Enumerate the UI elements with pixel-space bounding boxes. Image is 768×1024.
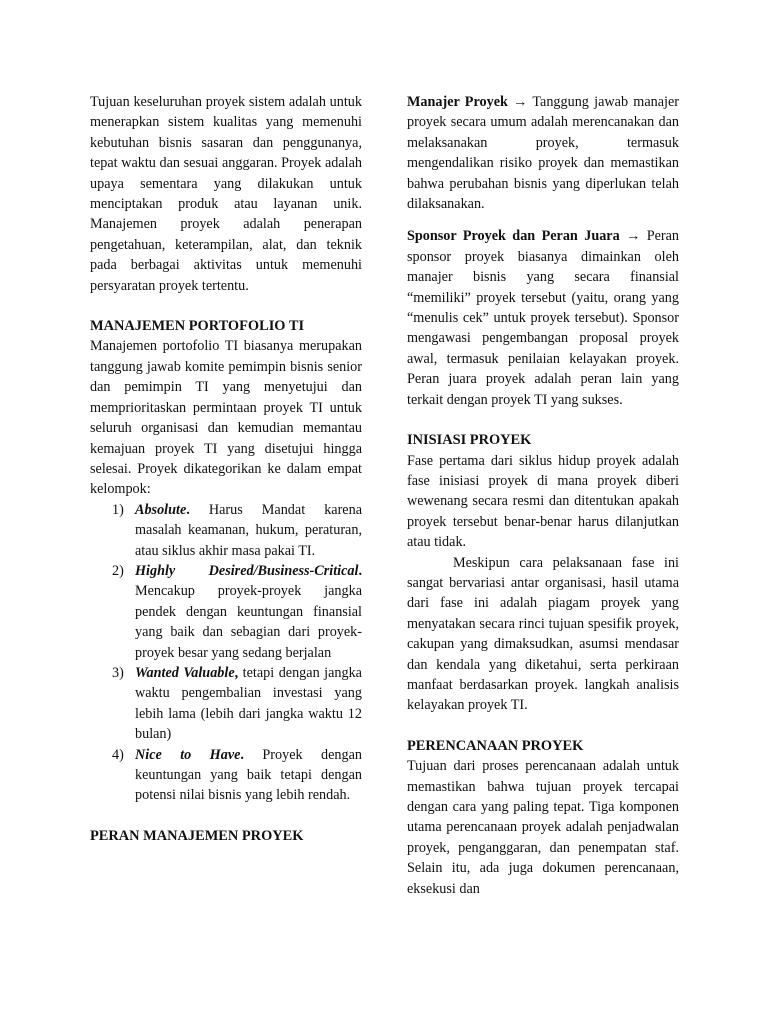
list-term: Absolute (135, 501, 187, 518)
list-term-punct: . (240, 746, 244, 763)
intro-paragraph: Tujuan keseluruhan proyek sistem adalah untuk menerapkan sistem kualitas yang memenuhi kebutuhan bisnis sasaran dan penggunanya, tepat waktu dan sesuai anggaran. Proyek adalah upaya sementara yang dilakukan untuk menciptakan produk atau layanan unik. Manajemen proyek adalah penerapan pengetahuan, keterampilan, alat, dan teknik pada berbagai aktivitas untuk memenuhi persyaratan proyek tertentu. (90, 94, 362, 294)
list-item (90, 500, 362, 561)
list-term: Wanted Valuable (135, 664, 235, 681)
portfolio-heading: MANAJEMEN PORTOFOLIO TI (90, 318, 305, 335)
list-term: Highly Desired/Business-Critical (135, 562, 359, 579)
planning-heading: PERENCANAAN PROYEK (407, 737, 584, 754)
manager-lead: Manajer Proyek → (407, 94, 528, 110)
right-column (407, 92, 679, 899)
initiation-paragraph-2: Meskipun cara pelaksanaan fase ini sangat bervariasi antar organisasi, hasil utama dari fase ini adalah piagam proyek yang menyatakan secara rinci tujuan spesifik proyek, cakupan yang dimaksudkan, asumsi mendasar dan kendala yang diketahui, serta perkiraan manfaat berdasarkan proyek. langkah analisis kelayakan proyek TI. (407, 554, 679, 714)
list-term-punct: . (186, 501, 190, 518)
list-text: tetapi dengan jangka waktu pengembalian investasi yang lebih lama (lebih dari jangka waktu 12 bulan) (135, 664, 362, 743)
left-column (90, 92, 362, 846)
list-number: 2) (112, 562, 124, 579)
list-text: Harus Mandat karena masalah keamanan, hukum, peraturan, atau siklus akhir masa pakai TI. (135, 501, 362, 559)
list-text: Proyek dengan keuntungan yang baik tetapi dengan potensi nilai bisnis yang lebih rendah. (135, 746, 362, 804)
list-item (90, 663, 362, 745)
list-term: Nice to Have (135, 746, 241, 763)
role-heading: PERAN MANAJEMEN PROYEK (90, 827, 304, 844)
list-number: 3) (112, 664, 124, 681)
manager-paragraph (407, 92, 679, 214)
initiation-paragraph-1: Fase pertama dari siklus hidup proyek adalah fase inisiasi proyek di mana proyek diberi wewenang secara resmi dan ditentukan apakah proyek tersebut benar-benar harus dilanjutkan atau tidak. (407, 452, 679, 551)
list-text: Mencakup proyek-proyek jangka pendek dengan keuntungan finansial yang baik dan sebagian dari proyek-proyek besar yang sedang berjalan (135, 583, 362, 661)
sponsor-lead: Sponsor Proyek dan Peran Juara → (407, 228, 641, 245)
initiation-heading: INISIASI PROYEK (407, 432, 532, 449)
list-term-punct: . (358, 562, 362, 579)
manager-text: Tanggung jawab manajer proyek secara umum adalah merencanakan dan melaksanakan proyek, termasuk mengendalikan risiko proyek dan memastikan bahwa perubahan bisnis yang diperlukan telah dilaksanakan. (407, 94, 679, 213)
portfolio-paragraph: Manajemen portofolio TI biasanya merupakan tanggung jawab komite pemimpin bisnis senior dan pemimpin TI yang menyetujui dan memprioritaskan permintaan proyek TI untuk seluruh organisasi dan kemudian memantau kemajuan proyek TI yang disetujui hingga selesai. Proyek dikategorikan ke dalam empat kelompok: (90, 338, 362, 498)
sponsor-paragraph (407, 226, 679, 410)
sponsor-text: Peran sponsor proyek biasanya dimainkan oleh manajer bisnis yang secara finansial “memiliki” proyek tersebut (yaitu, orang yang “menulis cek” untuk proyek tersebut). Sponsor mengawasi pengembangan proposal proyek awal, termasuk penilaian kelayakan proyek. Peran juara proyek adalah peran lain yang terkait dengan proyek TI yang sukses. (407, 228, 680, 408)
category-list (90, 500, 362, 806)
list-term-punct: , (234, 664, 239, 681)
list-number: 4) (112, 746, 124, 763)
list-item (90, 561, 362, 663)
planning-paragraph: Tujuan dari proses perencanaan adalah untuk memastikan bahwa tujuan proyek tercapai dengan cara yang paling tepat. Tiga komponen utama perencanaan proyek adalah penjadwalan proyek, penganggaran, dan penempatan staf. Selain itu, ada juga dokumen perencanaan, eksekusi dan (407, 758, 679, 897)
list-number: 1) (112, 501, 124, 518)
list-item (90, 745, 362, 806)
